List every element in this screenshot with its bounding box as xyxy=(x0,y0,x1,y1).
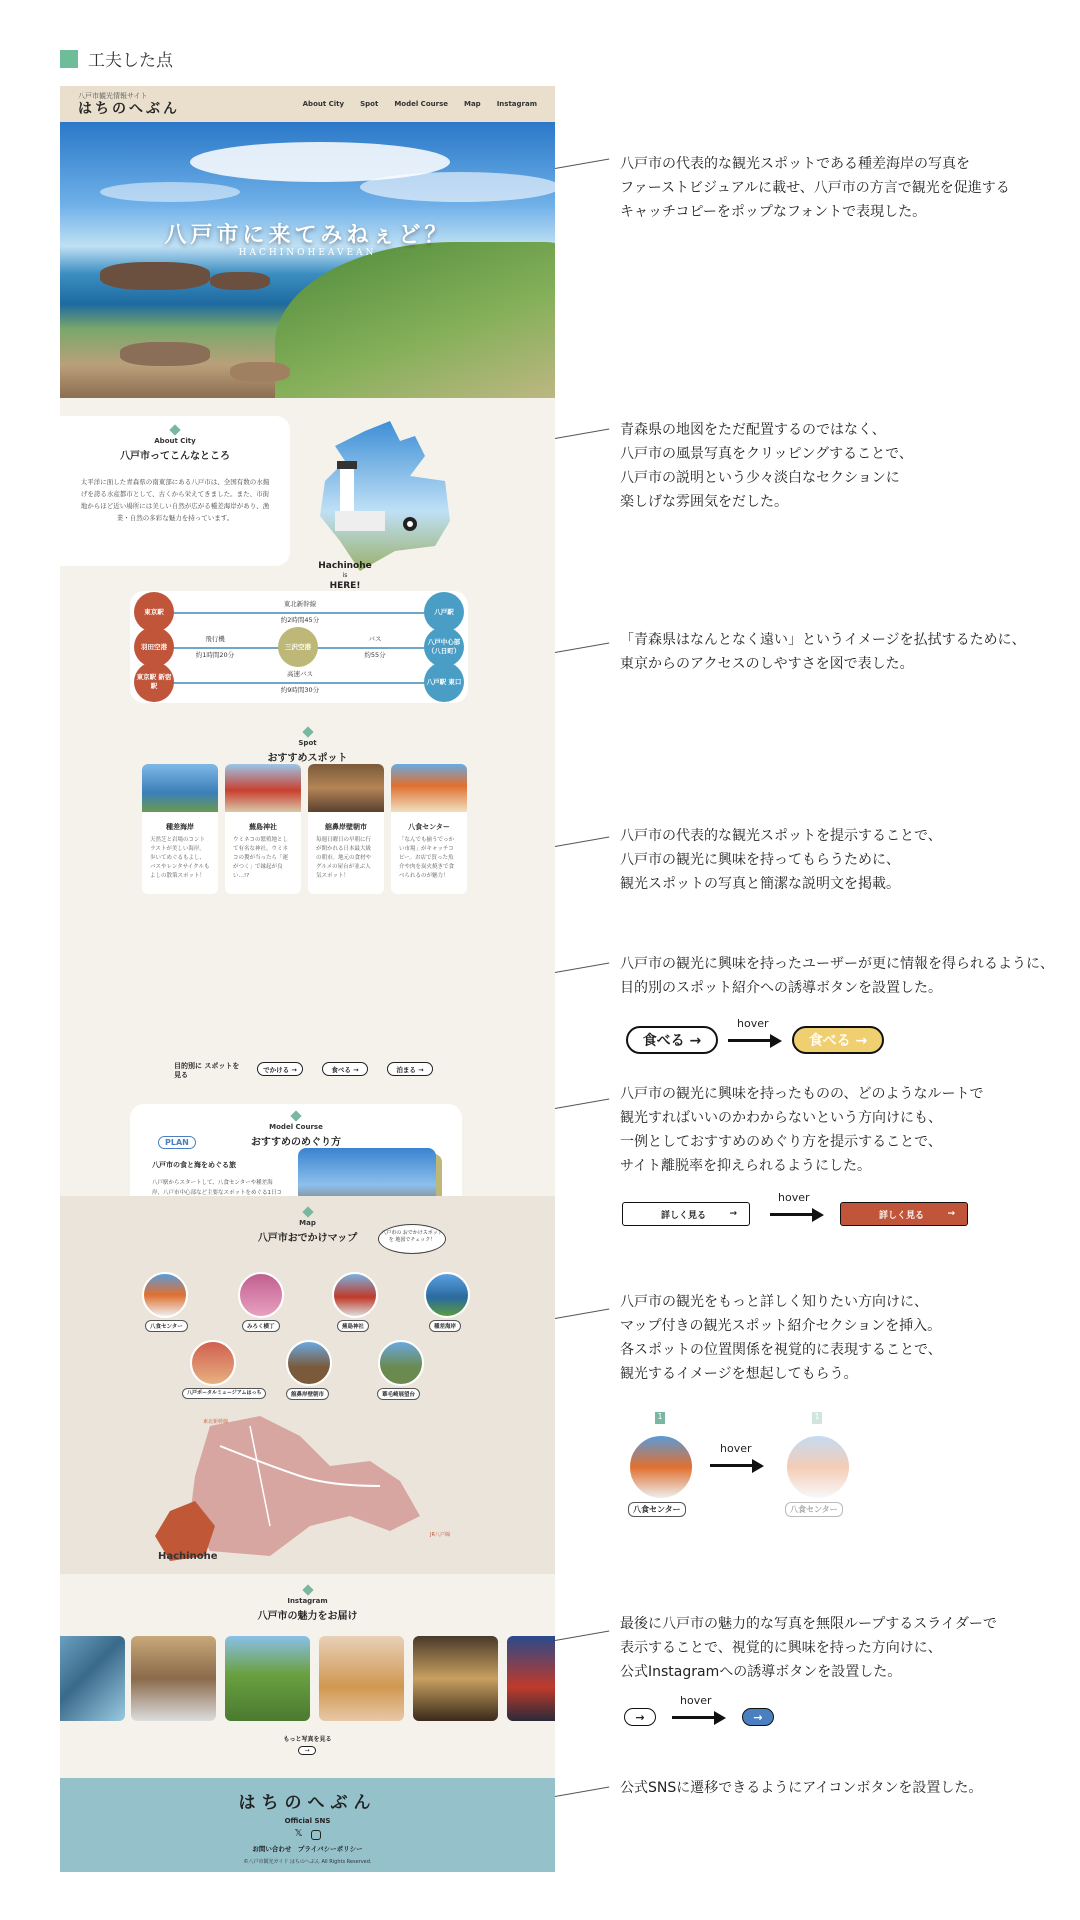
access-to-2: 八戸中心部（八日町） xyxy=(424,627,464,667)
note-spot: 八戸市の代表的な観光スポットを提示することで、 八戸市の観光に興味を持ってもらうために、 観光スポットの写真と簡潔な説明文を掲載。 xyxy=(620,828,942,892)
insta-heading xyxy=(60,1586,555,1622)
nav-about[interactable]: About City xyxy=(302,100,345,108)
instagram-icon[interactable] xyxy=(311,1830,321,1840)
demo-insta-arrow[interactable]: → xyxy=(624,1708,656,1726)
demo-eat-button[interactable]: 食べる → xyxy=(626,1026,718,1054)
purpose-label: 目的別に スポットを見る xyxy=(174,1062,240,1079)
rail-shinkansen: 東北新幹線 xyxy=(203,1419,229,1425)
demo-hover-3: hover xyxy=(720,1442,752,1455)
spot-en: Spot xyxy=(298,739,317,747)
hero-subtitle: HACHINOHEAVEAN xyxy=(238,248,377,258)
demo-detail-button[interactable] xyxy=(622,1202,750,1226)
map-spot-photo[interactable] xyxy=(332,1272,378,1318)
nav-instagram[interactable]: Instagram xyxy=(496,100,537,108)
map-en: Map xyxy=(299,1219,316,1227)
pin-here: HERE! xyxy=(329,581,361,591)
pin-is: is xyxy=(342,572,348,579)
demo-hover-1: hover xyxy=(737,1017,769,1030)
access-mode-2b: バス xyxy=(368,635,382,643)
footer-logo: はちのへぶん xyxy=(238,1793,377,1813)
hero-title: 八戸市に来てみねぇど？ xyxy=(164,223,451,248)
map-spot-photo[interactable] xyxy=(142,1272,188,1318)
demo-detail-button-hover[interactable] xyxy=(840,1202,968,1226)
spot-card-desc: ウミネコの繁殖地として有名な神社。ウミネコの糞が当ったら「運がつく」で縁起が良い…!? xyxy=(233,837,289,879)
insta-photo[interactable] xyxy=(319,1636,404,1721)
map-spot-photo[interactable] xyxy=(424,1272,470,1318)
footer-sns-icons xyxy=(60,1828,555,1840)
spot-ja: おすすめスポット xyxy=(267,753,348,764)
logo-subtitle: 八戸市観光情報サイト xyxy=(78,91,148,100)
about-heading xyxy=(60,426,290,462)
demo-hover-2: hover xyxy=(778,1191,810,1204)
demo-detail-label: 詳しく見る xyxy=(879,1210,925,1221)
insta-more-label: もっと写真を見る xyxy=(283,1736,332,1743)
spot-heading xyxy=(60,728,555,764)
insta-ja: 八戸市の魅力をお届け xyxy=(257,1611,358,1622)
access-time-3: 約9時間30分 xyxy=(280,686,320,694)
course-title: 八戸市の食と海をめぐる旅 xyxy=(152,1161,236,1169)
access-card xyxy=(130,591,468,703)
map-spot-label: 葦毛崎展望台 xyxy=(377,1388,420,1400)
access-from-3: 東京駅 新宿駅 xyxy=(134,662,174,702)
insta-photo[interactable] xyxy=(60,1636,125,1721)
insta-photo[interactable] xyxy=(131,1636,216,1721)
spot-card-desc: 毎週日曜日の早朝に行が開かれる日本最大級の朝市。地元の食材やグルメの屋台が並ぶ人気スポット！ xyxy=(316,837,372,879)
spot-card[interactable] xyxy=(225,764,301,894)
insta-photo[interactable] xyxy=(507,1636,555,1721)
map-spot-photo[interactable] xyxy=(378,1340,424,1386)
insta-en: Instagram xyxy=(287,1597,328,1605)
access-time-2b: 約55分 xyxy=(364,651,386,659)
logo-title: はちのへぶん xyxy=(78,100,180,117)
map-spot-label: 種差海岸 xyxy=(429,1320,461,1332)
site-logo[interactable] xyxy=(78,93,180,116)
insta-photo[interactable] xyxy=(413,1636,498,1721)
map-section xyxy=(60,1196,555,1574)
eat-button[interactable]: 食べる → xyxy=(322,1062,368,1076)
hachinohe-here-label xyxy=(310,561,380,591)
section-header-text: 工夫した点 xyxy=(88,51,173,71)
note-sns: 公式SNSに遷移できるようにアイコンボタンを設置した。 xyxy=(620,1780,983,1796)
map-spot-photo[interactable] xyxy=(190,1340,236,1386)
access-mode-1: 東北新幹線 xyxy=(283,600,317,608)
insta-more-button[interactable]: → xyxy=(298,1746,316,1755)
note-about: 青森県の地図をただ配置するのではなく、 八戸市の風景写真をクリッピングすることで、 八戸市の説明という少々淡白なセクションに 楽しげな雰囲気をだした。 xyxy=(620,422,913,510)
demo-insta-arrow-hover[interactable]: → xyxy=(742,1708,774,1726)
access-time-1: 約2時間45分 xyxy=(280,616,320,624)
plan-badge: PLAN xyxy=(158,1136,196,1149)
note-course: 八戸市の観光に興味を持ったものの、どのようなルートで 観光すればいいのかわからないという方向けにも、 一例としておすすめのめぐり方を提示することで、 サイト離脱率を抑えられるようにした。 xyxy=(620,1086,984,1174)
spot-card-desc: 天然芝と岩場のコントラストが美しい海岸。歩いてめぐるもよし、バスやレンタサイクルもよしの散策スポット！ xyxy=(150,837,210,879)
rail-jr-line: JR八戸線 xyxy=(430,1532,450,1538)
pin-label: Hachinohe xyxy=(318,561,372,571)
site-footer xyxy=(60,1778,555,1872)
demo-hover-4: hover xyxy=(680,1694,712,1707)
map-spot-photo[interactable] xyxy=(286,1340,332,1386)
go-out-button[interactable]: でかける → xyxy=(257,1062,303,1076)
footer-links[interactable]: お問い合わせ プライバシーポリシー xyxy=(252,1845,363,1853)
spot-card-title: 蕪島神社 xyxy=(249,823,277,831)
map-spot-label: 八食センター xyxy=(145,1320,188,1332)
map-spot-photo[interactable] xyxy=(238,1272,284,1318)
demo-map-label: 八食センター xyxy=(628,1502,686,1517)
access-from-2: 羽田空港 xyxy=(134,627,174,667)
note-instagram: 最後に八戸市の魅力的な写真を無限ループするスライダーで 表示することで、視覚的に興味を持った方向けに、 公式Instagramへの誘導ボタンを設置した。 xyxy=(620,1616,997,1680)
map-city-label: Hachinohe xyxy=(158,1551,218,1562)
demo-detail-arrow: → xyxy=(729,1209,737,1219)
about-ja: 八戸市ってこんなところ xyxy=(120,451,230,462)
demo-detail-arrow: → xyxy=(947,1209,955,1219)
footer-copyright: ©八戸市観光ガイド はちのへぶん All Rights Reserved. xyxy=(243,1859,372,1865)
demo-detail-label: 詳しく見る xyxy=(661,1210,707,1221)
map-spot-label: 八戸ポータルミュージアムはっち xyxy=(182,1388,266,1399)
course-ja: おすすめのめぐり方 xyxy=(250,1137,342,1148)
note-hero: 八戸市の代表的な観光スポットである種差海岸の写真を ファーストビジュアルに載せ、八戸市の方言で観光を促進する キャッチコピーをポップなフォントで表現した。 xyxy=(620,156,1010,220)
insta-photo[interactable] xyxy=(225,1636,310,1721)
demo-map-spot-hover[interactable] xyxy=(785,1434,851,1500)
spot-card[interactable] xyxy=(308,764,384,894)
hachinohe-area-map xyxy=(150,1406,460,1571)
access-to-3: 八戸駅 東口 xyxy=(424,662,464,702)
access-from-1: 東京駅 xyxy=(134,592,174,632)
map-spot-label: 舘鼻岸壁朝市 xyxy=(286,1388,329,1400)
note-purpose: 八戸市の観光に興味を持ったユーザーが更に情報を得られるように、 目的別のスポット紹介への誘導ボタンを設置した。 xyxy=(620,956,1054,996)
note-access: 「青森県はなんとなく遠い」というイメージを払拭するために、 東京からのアクセスのしやすさを図で表した。 xyxy=(620,632,1026,672)
course-desc: 八戸駅からスタートして、八食センターや種差海岸、八戸市中心部など主要なスポットをめぐる1日コ xyxy=(152,1180,283,1196)
access-mode-2a: 飛行機 xyxy=(205,635,225,643)
spot-card-desc: 「なんでも揃うでっかい市場」がキャッチコピー。お店で買った魚介や肉を炭火焼きで食べられるのが魅力！ xyxy=(399,837,455,879)
course-en: Model Course xyxy=(269,1123,323,1131)
spot-card[interactable] xyxy=(391,764,467,894)
site-nav xyxy=(60,86,555,122)
about-body: 太平洋に面した青森県の南東部にある八戸市は、全国有数の水揚げを誇る水産都市として、古くから栄えてきました。また、市街地からほど近い場所には美しい自然が広がる種差海岸があり、漁業・自然の多彩な魅力を持っています。 xyxy=(80,478,270,522)
map-spot-label: 蕪島神社 xyxy=(337,1320,369,1332)
header-marker xyxy=(60,50,78,68)
note-map: 八戸市の観光をもっと詳しく知りたい方向けに、 マップ付きの観光スポット紹介セクションを挿入。 各スポットの位置関係を視覚的に表現することで、 観光するイメージを想起してもらう。 xyxy=(620,1294,942,1382)
demo-map-num: 1 xyxy=(655,1412,665,1424)
map-spot-label: みろく横丁 xyxy=(242,1320,280,1332)
footer-sns-label: Official SNS xyxy=(284,1817,331,1825)
map-bubble: 八戸市の おでかけスポットを 地図でチェック！ xyxy=(378,1224,446,1254)
site-mockup xyxy=(60,86,555,1872)
hero-image xyxy=(60,122,555,398)
about-en: About City xyxy=(154,437,196,445)
map-heading xyxy=(60,1208,555,1244)
section-header xyxy=(60,46,173,71)
demo-map-spot[interactable] xyxy=(628,1434,694,1500)
map-ja: 八戸市おでかけマップ xyxy=(257,1233,358,1244)
demo-map-label-hover: 八食センター xyxy=(785,1502,843,1517)
demo-map-num-hover: 1 xyxy=(812,1412,822,1424)
nav-map[interactable]: Map xyxy=(463,100,481,108)
spot-card-title: 舘鼻岸壁朝市 xyxy=(325,823,367,831)
stay-button[interactable]: 泊まる → xyxy=(387,1062,433,1076)
access-to-1: 八戸駅 xyxy=(424,592,464,632)
spot-card-title: 八食センター xyxy=(408,823,450,831)
spot-card-title: 種差海岸 xyxy=(166,823,194,831)
demo-eat-button-hover[interactable]: 食べる → xyxy=(792,1026,884,1054)
access-mode-3: 高速バス xyxy=(287,670,313,678)
spot-card[interactable] xyxy=(142,764,218,894)
nav-spot[interactable]: Spot xyxy=(360,100,379,108)
access-mid-2: 三沢空港 xyxy=(278,627,318,667)
about-card xyxy=(60,416,290,566)
nav-model-course[interactable]: Model Course xyxy=(394,100,448,108)
access-time-2a: 約1時間20分 xyxy=(195,651,235,659)
nav-links xyxy=(303,100,537,108)
x-icon[interactable]: 𝕏 xyxy=(294,1828,303,1839)
